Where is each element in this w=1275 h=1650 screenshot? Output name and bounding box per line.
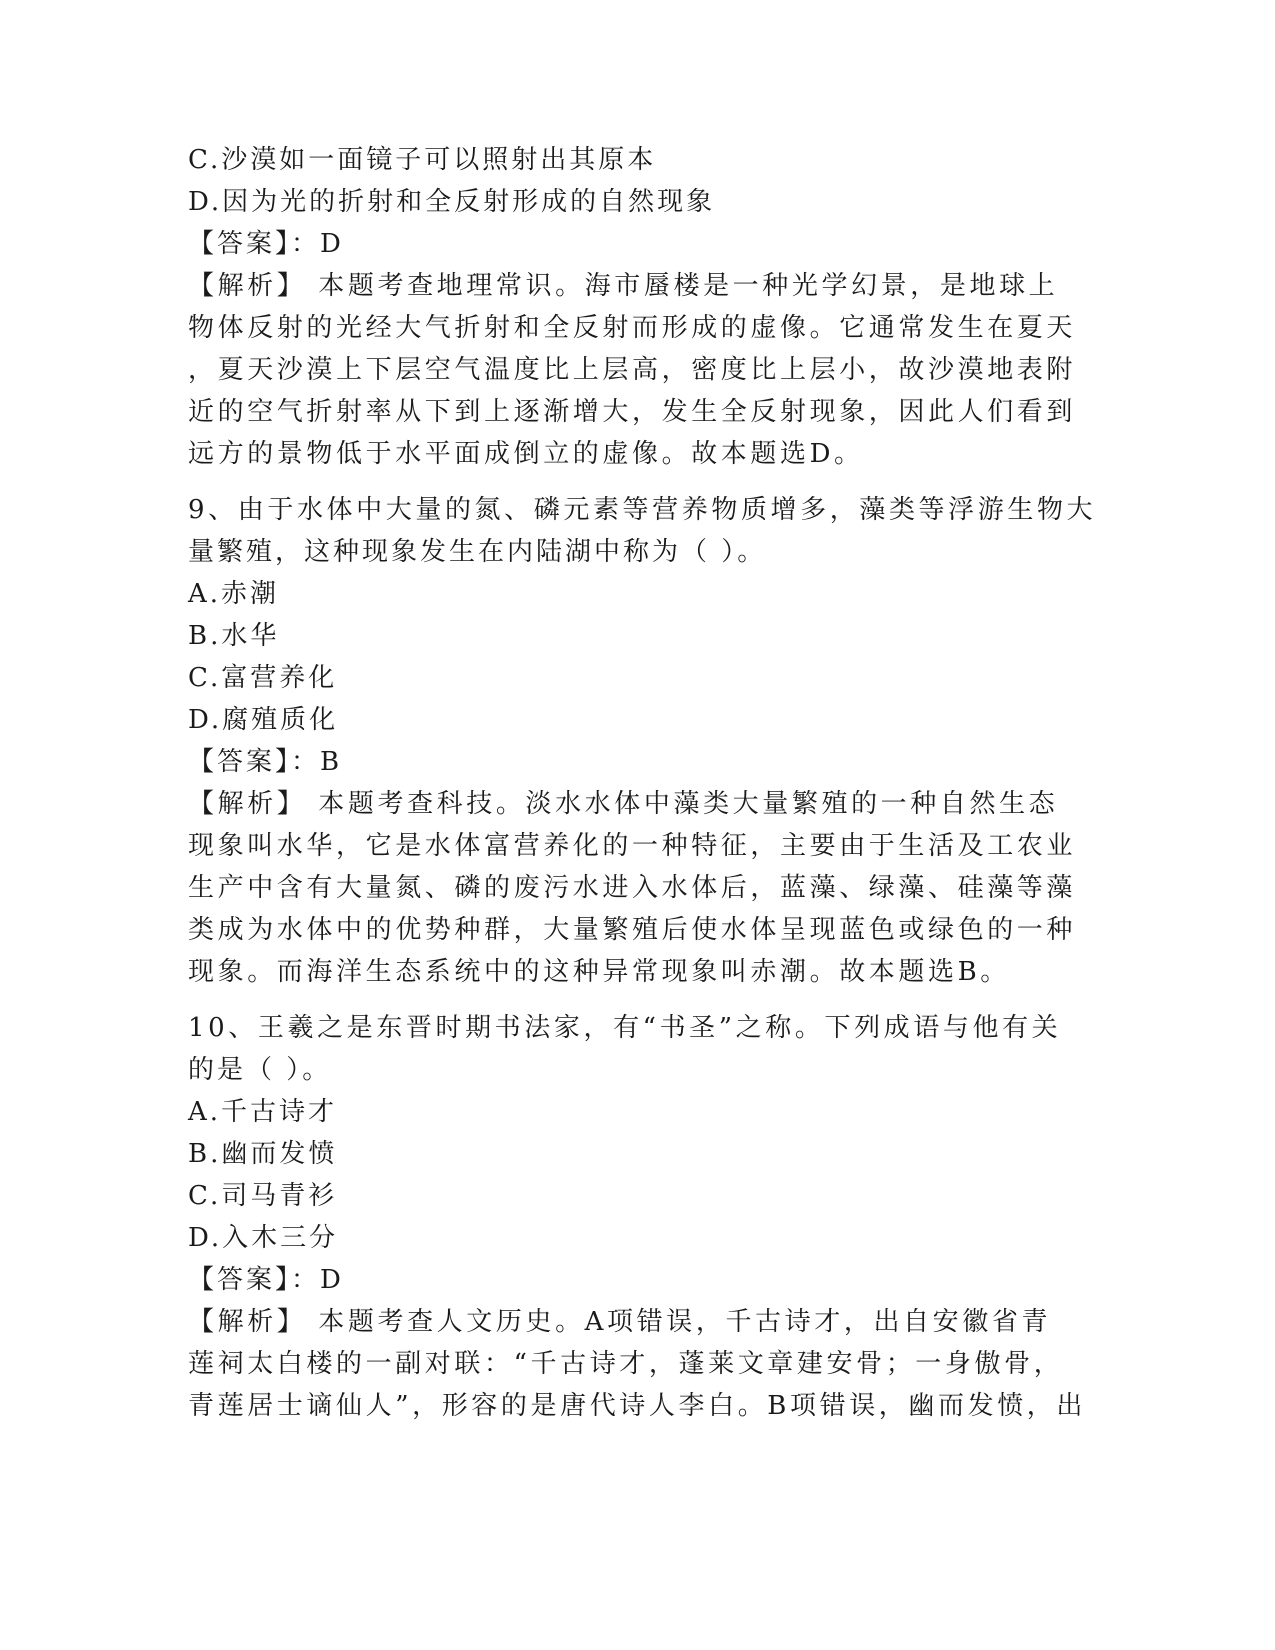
q8-option-d: D.因为光的折射和全反射形成的自然现象 bbox=[188, 187, 716, 217]
q10-answer: 【答案】：D bbox=[188, 1265, 344, 1295]
q9-analysis-line: 现象。而海洋生态系统中的这种异常现象叫赤潮。故本题选B。 bbox=[188, 957, 1010, 987]
q8-analysis-line: 【解析】 本题考查地理常识。海市蜃楼是一种光学幻景，是地球上 bbox=[188, 271, 1059, 301]
q9-option-c: C.富营养化 bbox=[188, 663, 338, 693]
q10-stem-line: 的是（ ）。 bbox=[188, 1055, 332, 1085]
q9-option-a: A.赤潮 bbox=[188, 579, 280, 609]
q10-analysis-line: 青莲居士谪仙人”，形容的是唐代诗人李白。B项错误，幽而发愤，出 bbox=[188, 1391, 1086, 1421]
q8-analysis-line: ，夏天沙漠上下层空气温度比上层高，密度比上层小，故沙漠地表附 bbox=[188, 355, 1077, 385]
q10-analysis-line: 【解析】 本题考查人文历史。A项错误，千古诗才，出自安徽省青 bbox=[188, 1307, 1052, 1337]
q9-stem-line: 量繁殖，这种现象发生在内陆湖中称为（ ）。 bbox=[188, 537, 767, 567]
q9-analysis-line: 【解析】 本题考查科技。淡水水体中藻类大量繁殖的一种自然生态 bbox=[188, 789, 1059, 819]
q9-option-d: D.腐殖质化 bbox=[188, 705, 339, 735]
q10-analysis-line: 莲祠太白楼的一副对联：“千古诗才，蓬莱文章建安骨；一身傲骨， bbox=[188, 1349, 1064, 1379]
q8-analysis-line: 远方的景物低于水平面成倒立的虚像。故本题选D。 bbox=[188, 439, 864, 469]
q10-option-b: B.幽而发愤 bbox=[188, 1139, 338, 1169]
q9-option-b: B.水华 bbox=[188, 621, 280, 651]
q8-answer: 【答案】：D bbox=[188, 229, 344, 259]
q9-analysis-line: 生产中含有大量氮、磷的废污水进入水体后，蓝藻、绿藻、硅藻等藻 bbox=[188, 873, 1077, 903]
q9-analysis-line: 类成为水体中的优势种群，大量繁殖后使水体呈现蓝色或绿色的一种 bbox=[188, 915, 1077, 945]
q8-analysis-line: 近的空气折射率从下到上逐渐增大，发生全反射现象，因此人们看到 bbox=[188, 397, 1077, 427]
q9-stem-line: 9、由于水体中大量的氮、磷元素等营养物质增多，藻类等浮游生物大 bbox=[188, 495, 1097, 525]
q8-analysis-line: 物体反射的光经大气折射和全反射而形成的虚像。它通常发生在夏天 bbox=[188, 313, 1077, 343]
q10-option-a: A.千古诗才 bbox=[188, 1097, 338, 1127]
q10-stem-line: 10、王羲之是东晋时期书法家，有“书圣”之称。下列成语与他有关 bbox=[188, 1013, 1062, 1043]
q10-option-c: C.司马青衫 bbox=[188, 1181, 338, 1211]
q10-option-d: D.入木三分 bbox=[188, 1223, 339, 1253]
q9-analysis-line: 现象叫水华，它是水体富营养化的一种特征，主要由于生活及工农业 bbox=[188, 831, 1077, 861]
q8-option-c: C.沙漠如一面镜子可以照射出其原本 bbox=[188, 145, 657, 175]
q9-answer: 【答案】：B bbox=[188, 747, 343, 777]
